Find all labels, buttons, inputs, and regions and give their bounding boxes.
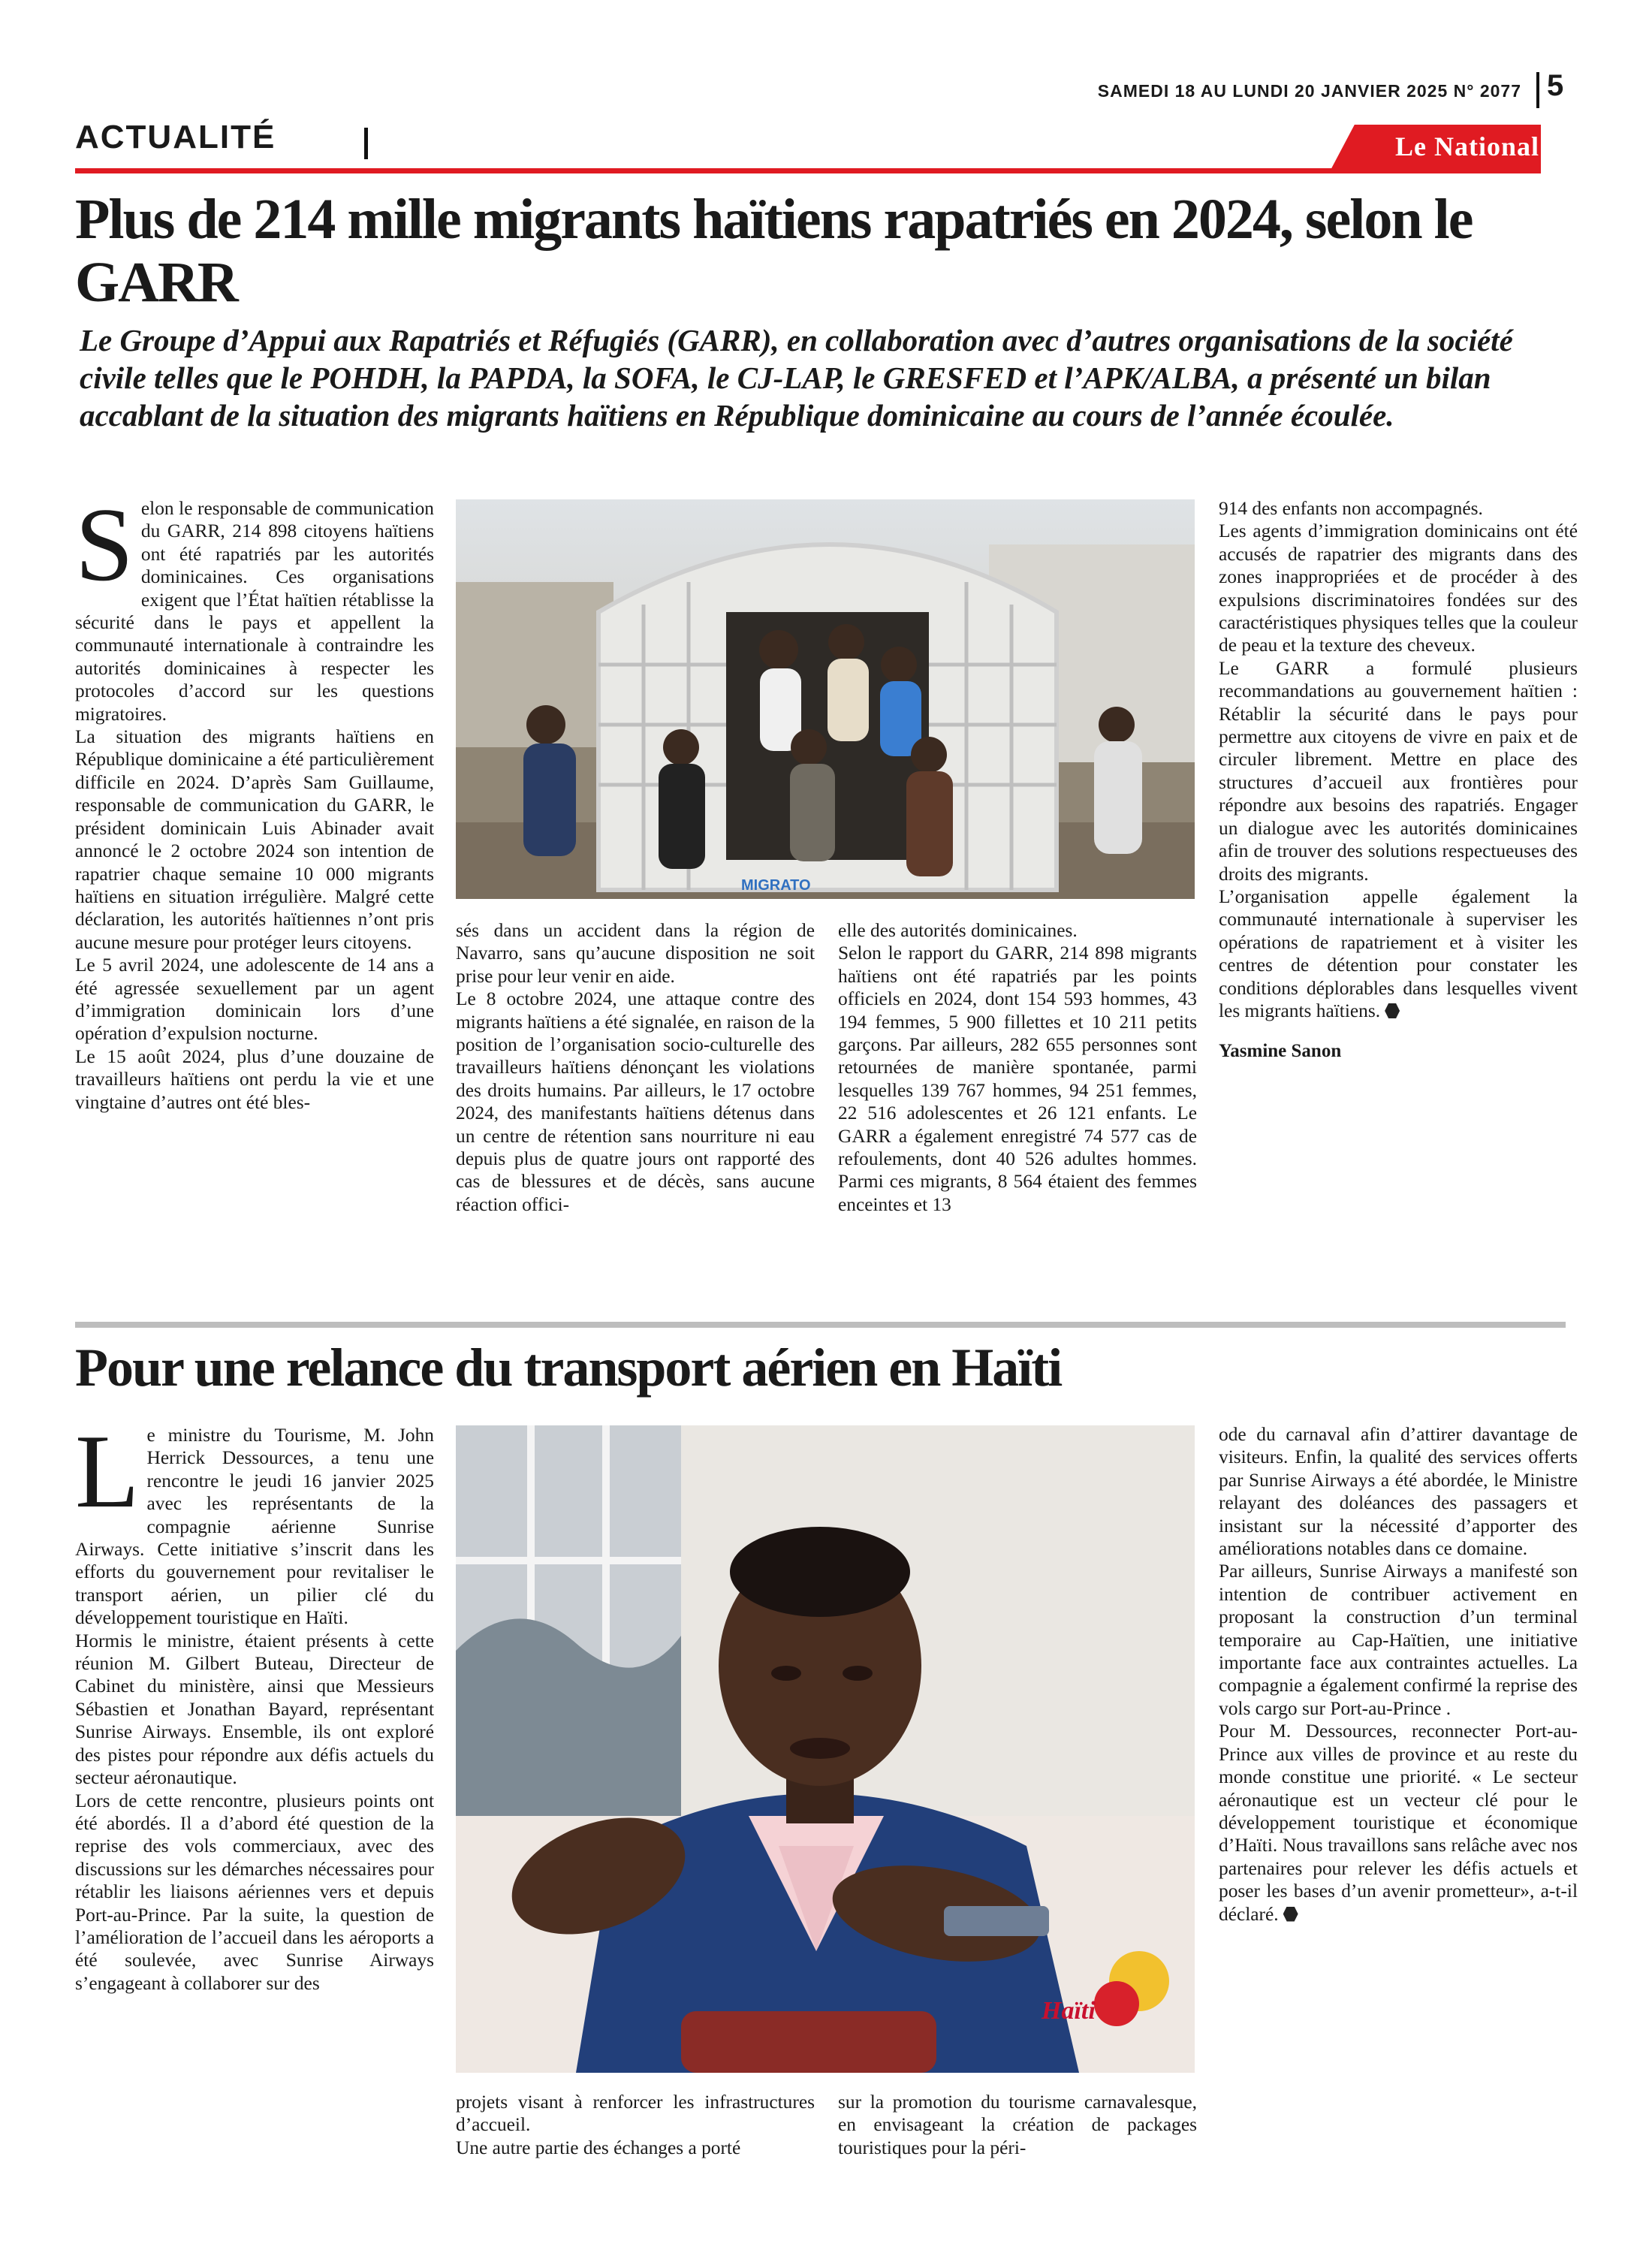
- truck-lettering: MIGRATO: [741, 877, 811, 894]
- article1-paragraph: Le 15 août 2024, plus d’une douzaine de travailleurs haïtiens ont perdu la vie et une vingtaine d’autres ont été bles-: [75, 1045, 434, 1113]
- article2-paragraph: Hormis le ministre, étaient présents à cette réunion M. Gilbert Buteau, Directeur de Cabinet du ministère, ainsi que Messieurs Sébastien et Jonathan Bayard, représentant Sunrise Airways. Ensemble, ils ont exploré des pistes pour répondre aux défis actuels du secteur aéronautique.: [75, 1630, 434, 1789]
- article2-column-3: [838, 2091, 1197, 2159]
- article2-column-1: [75, 1413, 434, 1995]
- article2-column-4: [1219, 1423, 1578, 1926]
- article2-headline: Pour une relance du transport aérien en Haïti: [75, 1338, 1062, 1398]
- article1-paragraph: Le 5 avril 2024, une adolescente de 14 ans a été agressée sexuellement par un agent d’immigration dominicain lors d’une opération d’expulsion nocturne.: [75, 955, 434, 1045]
- article2-paragraph: e ministre du Tourisme, M. John Herrick Dessources, a tenu une rencontre le jeudi 16 janvier 2025 avec les représentants de la compagnie aérienne Sunrise Airways. Cette initiative s’inscrit dans les efforts du gouvernement pour revitaliser le transport aérien, un pilier clé du développement touristique en Haïti.: [75, 1425, 434, 1629]
- header-red-rule: [75, 168, 1541, 173]
- article1-column-4: [1219, 497, 1578, 1063]
- article1-paragraph: elle des autorités dominicaines.: [838, 920, 1078, 941]
- article1-dek: Le Groupe d’Appui aux Rapatriés et Réfugiés (GARR), en collaboration avec d’autres organisations de la société civile telles que le POHDH, la PAPDA, la SOFA, le CJ-LAP, le GRESFED et l’APK/ALBA, a présenté un bilan accablant de la situation des migrants haïtiens en République dominicaine au cours de l’année écoulée.: [80, 323, 1513, 433]
- article2-paragraph: ode du carnaval afin d’attirer davantage de visiteurs. Enfin, la qualité des services offerts par Sunrise Airways a été abordée, le Ministre relayant des doléances des passagers et insistant sur la nécessité d’apporter des améliorations notables dans ce domaine.: [1219, 1424, 1578, 1560]
- article1-paragraph: La situation des migrants haïtiens en République dominicaine a été particulièrement difficile en 2024. D’après Sam Guillaume, responsable de communication du GARR, le président dominicain Luis Abinader avait annoncé le 2 octobre 2024 son intention de rapatrier chaque semaine 10 000 migrants haïtiens en situation irrégulière. Malgré cette déclaration, les autorités haïtiennes n’ont pris aucune mesure pour protéger leurs citoyens.: [75, 726, 434, 953]
- article2-paragraph: sur la promotion du tourisme carnavalesque, en envisageant la création de packages touristiques pour la péri-: [838, 2092, 1197, 2158]
- article1-paragraph: Les agents d’immigration dominicains ont été accusés de rapatrier des migrants dans des zones inappropriées et de procéder à des expulsions discriminatoires fondées sur des caractéristiques physiques telles que la couleur de peau et la texture des cheveux.: [1219, 520, 1578, 656]
- end-of-article-icon: [1283, 1907, 1298, 1922]
- dateline: SAMEDI 18 AU LUNDI 20 JANVIER 2025 N° 2077: [1097, 81, 1521, 101]
- article2-column-2: [456, 2091, 815, 2159]
- article2-paragraph: Une autre partie des échanges a porté: [456, 2137, 741, 2158]
- page-number: 5: [1547, 69, 1564, 102]
- deportation-truck-image: [456, 499, 1195, 899]
- section-separator: [364, 128, 368, 159]
- end-of-article-icon: [1385, 1003, 1400, 1018]
- article1-column-1: [75, 487, 434, 1114]
- article1-paragraph: sés dans un accident dans la région de Navarro, sans qu’aucune disposition ne soit prise pour leur venir en aide.: [456, 920, 815, 987]
- article1-paragraph: Le GARR a formulé plusieurs recommandations au gouvernement haïtien : Rétablir la sécurité dans le pays pour permettre aux citoyens de vivre en paix et de circuler librement. Mettre en place des structures d’accueil aux frontières pour répondre aux besoins des rapatriés. Engager un dialogue avec les autorités dominicaines afin de trouver des solutions respectueuses des droits des migrants.: [1219, 657, 1578, 885]
- article1-column-3: [838, 919, 1197, 1216]
- minister-portrait-image: [456, 1425, 1195, 2073]
- article1-paragraph: 914 des enfants non accompagnés.: [1219, 498, 1483, 519]
- section-label: ACTUALITÉ: [75, 119, 276, 155]
- article1-photo: [456, 499, 1195, 899]
- article1-paragraph: Selon le rapport du GARR, 214 898 migrants haïtiens ont été rapatriés par les points officiels en 2024, dont 154 593 hommes, 43 194 femmes, 5 900 fillettes et 10 211 petits garçons. Par ailleurs, 282 655 personnes sont retournées de manière spontanée, parmi lesquelles 139 767 hommes, 94 251 femmes, 22 516 adolescentes et 26 121 enfants. Le GARR a également enregistré 74 577 cas de refoulements, dont 40 526 adultes hommes. Parmi ces migrants, 8 564 étaient des femmes enceintes et 13: [838, 943, 1197, 1215]
- article1-byline: Yasmine Sanon: [1219, 1041, 1342, 1062]
- article2-paragraph: Pour M. Dessources, reconnecter Port-au-Prince aux villes de province et au reste du monde constitue une priorité. « Le secteur aéronautique est un vecteur clé pour le développement touristique et économique d’Haïti. Nous travaillons sans relâche avec nos partenaires pour relever les défis actuels et poser les bases d’un avenir prometteur», a-t-il déclaré.: [1219, 1721, 1578, 1925]
- article-divider: [75, 1322, 1566, 1328]
- haiti-logo-text: Haïti: [1042, 1997, 1096, 2025]
- article1-paragraph: elon le responsable de communication du GARR, 214 898 citoyens haïtiens ont été rapatriés par les autorités dominicaines. Ces organisations exigent que l’État haïtien rétablisse la sécurité dans le pays et appellent la communauté internationale à contraindre les autorités dominicaines à respecter les protocoles d’accord sur les questions migratoires.: [75, 498, 434, 725]
- article2-photo: [456, 1425, 1195, 2073]
- page-number-separator: [1536, 72, 1539, 108]
- article1-column-2: [456, 919, 815, 1216]
- article2-dropcap: L: [75, 1413, 140, 1530]
- article1-dropcap: S: [75, 487, 134, 603]
- article2-paragraph: Par ailleurs, Sunrise Airways a manifesté son intention de contribuer activement en proposant la construction d’un terminal temporaire au Cap-Haïtien, une initiative importante face aux contraintes actuelles. La compagnie a également confirmé la reprise des vols cargo sur Port-au-Prince .: [1219, 1561, 1578, 1719]
- article2-paragraph: projets visant à renforcer les infrastructures d’accueil.: [456, 2092, 815, 2136]
- article1-paragraph: Le 8 octobre 2024, une attaque contre des migrants haïtiens a été signalée, en raison de la position de l’organisation socio-culturelle des travailleurs haïtiens dénonçant les violations des droits humains. Par ailleurs, le 17 octobre 2024, des manifestants haïtiens détenus dans un centre de rétention sans nourriture ni eau depuis plus de quatre jours ont rapporté des cas de blessures et de décès, sans aucune réaction offici-: [456, 988, 815, 1215]
- article1-paragraph: L’organisation appelle également la communauté internationale à superviser les opérations de rapatriement et à visiter les centres de détention pour constater les conditions déplorables dans lesquelles vivent les migrants haïtiens.: [1219, 885, 1578, 1021]
- article1-headline: Plus de 214 mille migrants haïtiens rapatriés en 2024, selon le GARR: [75, 188, 1473, 314]
- article2-paragraph: Lors de cette rencontre, plusieurs points ont été abordés. Il a d’abord été question de la reprise des vols commerciaux, avec des discussions sur les démarches nécessaires pour rétablir les liaisons aériennes vers et depuis Port-au-Prince. Par la suite, la question de l’amélioration de l’accueil dans les aéroports a été soulevée, avec Sunrise Airways s’engageant à collaborer sur des: [75, 1790, 434, 1994]
- brand-name: Le National: [1394, 131, 1539, 161]
